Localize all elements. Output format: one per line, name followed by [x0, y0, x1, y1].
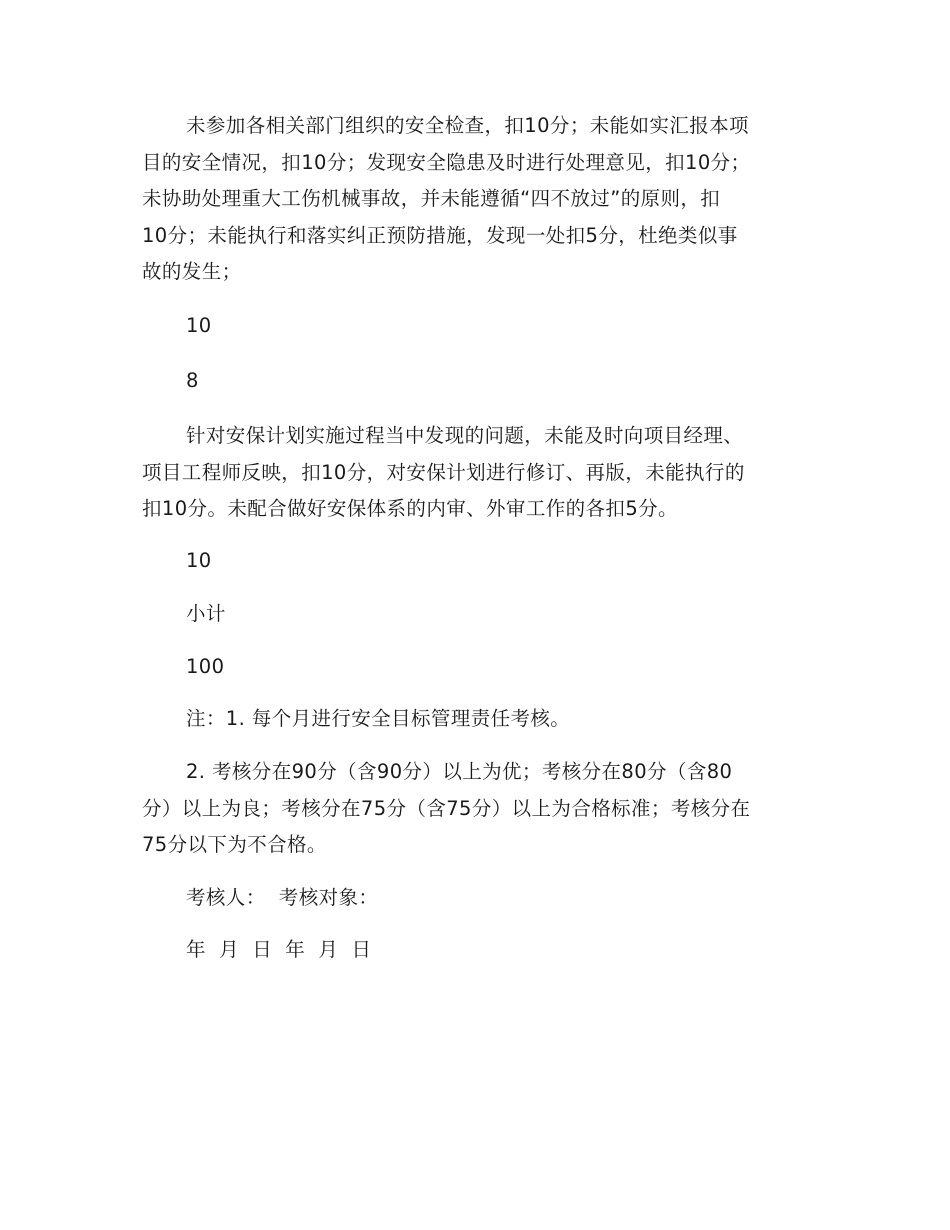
- text-line: 未协助处理重大工伤机械事故，并未能遵循“四不放过”的原则，扣: [142, 187, 721, 211]
- text-line: 针对安保计划实施过程当中发现的问题，未能及时向项目经理、: [186, 424, 744, 447]
- paragraph-security-plan-deductions: [142, 418, 812, 528]
- note-item-1: 注：1. 每个月进行安全目标管理责任考核。: [186, 707, 571, 730]
- score-value: 10: [186, 314, 212, 337]
- text-line: 项目工程师反映，扣10分，对安保计划进行修订、再版，未能执行的: [142, 460, 745, 484]
- text-line: 2. 考核分在90分（含90分）以上为优；考核分在80分（含80: [186, 760, 733, 783]
- subtotal-label: 小计: [186, 602, 226, 625]
- text-line: 10分；未能执行和落实纠正预防措施，发现一处扣5分，杜绝类似事: [142, 223, 738, 247]
- score-value: 8: [186, 369, 199, 392]
- text-line: 扣10分。未配合做好安保体系的内审、外审工作的各扣5分。: [142, 497, 678, 521]
- note-item-2: [142, 754, 812, 864]
- signature-labels: 考核人： 考核对象：: [186, 886, 379, 909]
- subtotal-value: 100: [186, 655, 225, 678]
- text-line: 75分以下为不合格。: [142, 833, 327, 857]
- score-value: 10: [186, 549, 212, 572]
- date-line: 年 月 日 年 月 日: [186, 938, 372, 961]
- paragraph-safety-inspection-deductions: [142, 108, 812, 291]
- text-line: 分）以上为良；考核分在75分（含75分）以上为合格标准；考核分在: [142, 796, 751, 820]
- text-line: 故的发生；: [142, 260, 242, 284]
- text-line: 目的安全情况，扣10分；发现安全隐患及时进行处理意见，扣10分；: [142, 150, 751, 174]
- text-line: 未参加各相关部门组织的安全检查，扣10分；未能如实汇报本项: [186, 114, 749, 137]
